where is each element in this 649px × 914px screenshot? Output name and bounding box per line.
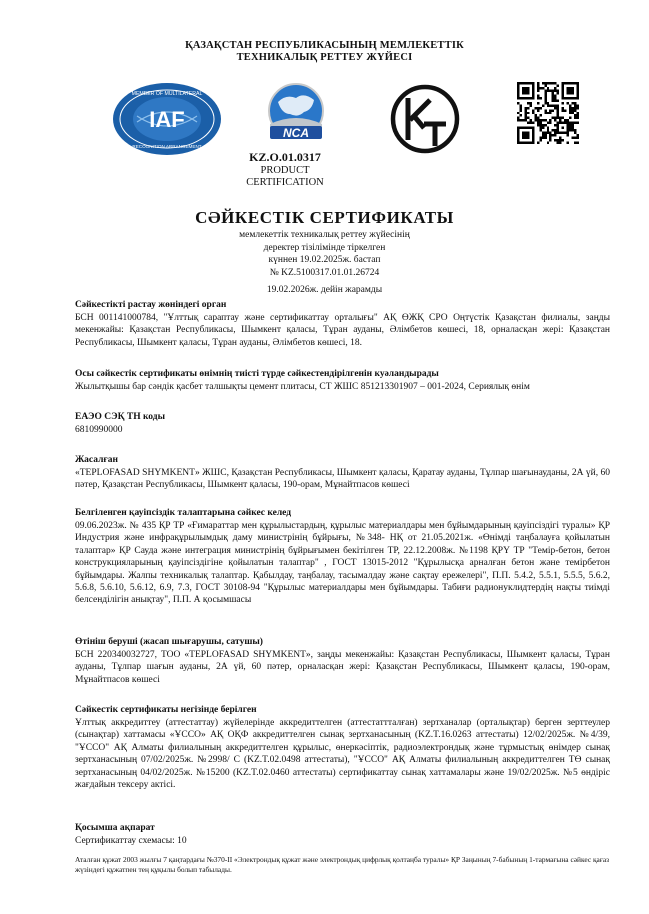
section-text-tnved: 6810990000 (75, 425, 123, 435)
section-heading-extra: Қосымша ақпарат (75, 823, 155, 833)
section-heading-manufacturer: Жасалған (75, 455, 118, 465)
section-heading-body: Сәйкестікті растау жөніндегі орган (75, 300, 227, 310)
section-text-basis: Ұлттық аккредиттеу (аттестаттау) жүйелерінде аккредиттелген (аттестаттталған) зертханалар (орталықтар) берген зерттеулер (сынақтар) хаттамасы «ҰССО» АҚ ОҚФ аккредиттелген сынақ зертханасының (KZ.T.16.0263 аттестаты) 12/02/2025ж. №4/39, "ҰССО" АҚ Алматы филиалының аккредиттелген құрылыс, өнеркәсіптік, радиоэлектрондық және тұрмыстық өнімдер сынақ зертханасының 07/02/2025ж. №2998/ С (KZ.T.02.0498 аттестаты), "ҰССО" АҚ Алматы филиалының аккредиттелген ТӨ сынақ зертханасының 04/02/2025ж. №15200 (KZ.T.02.0460 аттестаты) сертификаттау сынақ хаттамалары және 19/02/2025ж. №5 өндіріс жағдайын тексеру актісі. (75, 718, 610, 791)
section-heading-basis: Сәйкестік сертификаты негізінде берілген (75, 705, 257, 715)
accreditation-code (220, 151, 350, 189)
section-text-body: БСН 001141000784, "Ұлттық сараптау және сертификаттау орталығы" АҚ ӨЖҚ СРО Оңтүстік Қазақстан филиалы, заңды мекенжайы: Қазақстан Республикасы, Шымкент қаласы, Тұран ауданы, Әлімбетов көшесі, 18, орналасқан жері: Қазақстан Республикасы, Шымкент қаласы, Тұран ауданы, Әлімбетов көшесі, 18. (75, 313, 610, 348)
section-heading-tnved: ЕАЭО СЭҚ ТН коды (75, 412, 165, 422)
nca-text: NCA (283, 126, 309, 140)
registration-line-2: деректер тізілімінде тіркелген (263, 242, 386, 253)
nca-logo (256, 82, 336, 148)
section-text-manufacturer: «TEPLOFASAD SHYMKENT» ЖШС, Қазақстан Республикасы, Шымкент қаласы, Қаратау ауданы, Тұлпар шағынауданы, 2А үй, 60 пәтер, Қазақстан Республикасы, Шымкент қаласы, 190-орам, Мұнайтпасов көшесі (75, 468, 610, 491)
section-heading-applicant: Өтініш беруші (жасап шығарушы, сатушы) (75, 637, 263, 647)
iaf-main-text: IAF (149, 107, 185, 132)
section-text-applicant: БСН 220340032727, ТОО «TEPLOFASAD SHYMKENT», заңды мекенжайы: Қазақстан Республикасы, Шымкент қаласы, Тұран ауданы, Тұлпар шағын ауданы, 2А үй, 60 пәтер, орналасқан жері: Қазақстан Республикасы, Шымкент қаласы, 190-орам, Мұнайтпасов көшесі (75, 650, 610, 685)
accreditation-line-2: CERTIFICATION (246, 177, 324, 188)
section-heading-requirements: Белгіленген қауіпсіздік талаптарына сәйкес келед (75, 508, 292, 518)
iaf-bottom-text: RECOGNITION ARRANGEMENT (132, 144, 202, 149)
qr-code-icon (517, 82, 579, 144)
header-line-1: ҚАЗАҚСТАН РЕСПУБЛИКАСЫНЫҢ МЕМЛЕКЕТТІК (185, 40, 464, 51)
accreditation-line-1: PRODUCT (260, 165, 310, 176)
accreditation-number: KZ.O.01.0317 (249, 150, 321, 164)
certificate-title: СӘЙКЕСТІК СЕРТИФИКАТЫ (195, 208, 454, 227)
section-text-requirements: 09.06.2023ж. № 435 ҚР ТР «Ғимараттар мен құрылыстардың, құрылыс материалдары мен бұйымдарының қауіпсіздігі туралы» ҚР Индустрия және инфрақұрылымдық даму министрінің бұйрығы, №348- НҚ от 21.05.2021ж. «Өнімді таңбалауға қойылатын талаптар» ҚР Сауда және интеграция министрінің бұйрығымен бекітілген ТР, 22.12.2008ж. №1198 ҚРҮ ТР "Темір-бетон, бетон конструкцияларының қауіпсіздігіне қойылатын талаптар" , ГОСТ 13015-2012 "Құрылысқа арналған бетон және темірбетон бұйымдары. Жалпы техникалық талаптар. Қабылдау, таңбалау, тасымалдау және сақтау ережелері", П.П. 5.4.2, 5.5.1, 5.5.5, 5.6.2, 5.6.8, 5.6.10, 5.6.12, 6.9, 7.3, ГОСТ 30108-94 "Құрылыс материалдары мен бұйымдары. Табиғи радионуклидтердің нақты тиімді белсенділігін анықтау", П.П. А қосымшасы (75, 521, 610, 606)
footer-note: Аталған құжат 2003 жылғы 7 қаңтардағы №370-II «Электрондық құжат және электрондық цифрлық қолтаңба туралы» ҚР Заңының 7-бабының 1-тармағына сәйкес қағаз жүзіндегі құжатпен тең құқылы болып табылады. (75, 855, 610, 874)
kt-conformity-mark (390, 84, 460, 154)
registration-number: № KZ.5100317.01.01.26724 (269, 267, 380, 278)
registration-valid-until: 19.02.2026ж. дейін жарамды (266, 285, 383, 295)
section-text-product: Жылытқышы бар сәндік қасбет талшықты цемент плитасы, СТ ЖШС 851213301907 – 001-2024, Сериялық өнім (75, 382, 530, 392)
section-heading-product: Осы сәйкестік сертификаты өнімнің тиісті түрде сәйкестендірілгенін куәландырады (75, 369, 439, 379)
registration-line-3: күннен 19.02.2025ж. бастап (268, 255, 381, 265)
iaf-top-text: MEMBER OF MULTILATERAL (131, 91, 203, 97)
registration-line-1: мемлекеттік техникалық реттеу жүйесінің (239, 230, 410, 240)
header-line-2: ТЕХНИКАЛЫҚ РЕТТЕУ ЖҮЙЕСІ (236, 52, 413, 63)
section-text-extra: Сертификаттау схемасы: 10 (75, 836, 187, 846)
iaf-logo (112, 82, 222, 156)
